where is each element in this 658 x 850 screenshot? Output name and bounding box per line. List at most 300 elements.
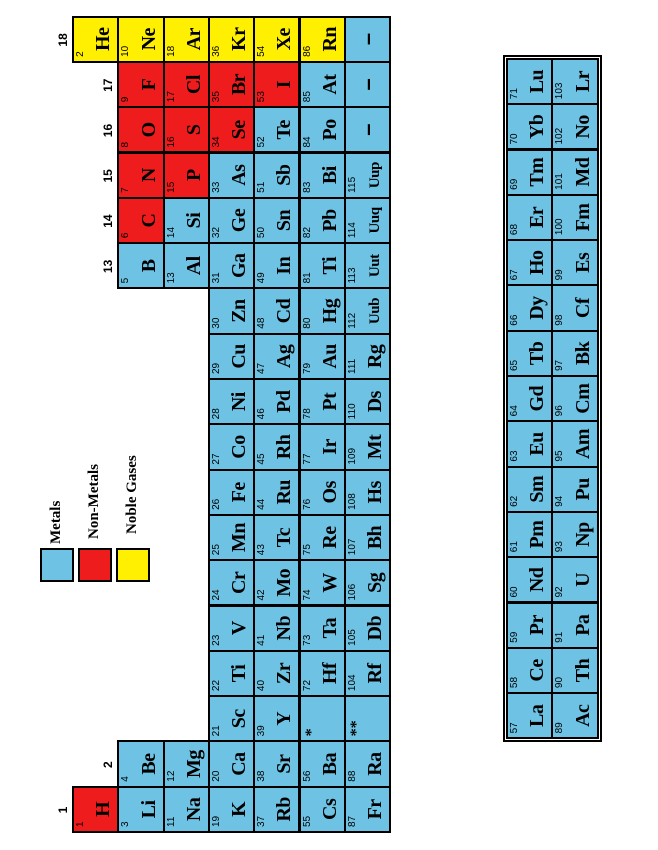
- element-symbol: Pb: [318, 209, 341, 232]
- atomic-number: 10: [120, 45, 132, 57]
- element-cell-es: [551, 239, 598, 286]
- element-cell-empty: [344, 16, 391, 63]
- atomic-number: 74: [301, 589, 313, 601]
- element-symbol: Pu: [571, 478, 594, 501]
- atomic-number: 21: [210, 725, 222, 737]
- element-cell-sb: [253, 152, 300, 199]
- atomic-number: 92: [554, 586, 566, 598]
- element-symbol: Sm: [526, 475, 549, 503]
- group-label: 16: [101, 123, 116, 138]
- atomic-number: 24: [210, 589, 222, 601]
- element-cell-n: [117, 152, 164, 199]
- element-symbol: Ti: [318, 256, 341, 275]
- element-symbol: Hf: [318, 662, 341, 685]
- element-cell-cf: [551, 284, 598, 331]
- element-cell-lu: [506, 58, 553, 105]
- element-symbol: As: [228, 164, 251, 186]
- element-symbol: Bh: [364, 525, 387, 550]
- element-cell-na: [163, 786, 210, 833]
- atomic-number: 106: [346, 583, 358, 601]
- element-symbol: Np: [571, 522, 594, 547]
- element-cell-ds: [344, 378, 391, 425]
- element-cell-bk: [551, 330, 598, 377]
- element-symbol: Ds: [364, 391, 387, 413]
- element-cell-o: [117, 106, 164, 153]
- element-symbol: Fm: [571, 203, 594, 232]
- element-symbol: F: [137, 78, 160, 91]
- atomic-number: 95: [554, 450, 566, 462]
- atomic-number: 47: [256, 362, 268, 374]
- element-symbol: Pm: [526, 520, 549, 549]
- element-symbol: Hg: [318, 298, 341, 324]
- atomic-number: 100: [554, 218, 566, 236]
- legend-label-metal: Metals: [48, 500, 64, 544]
- element-symbol: Dy: [526, 296, 549, 320]
- atomic-number: 3: [120, 821, 132, 827]
- element-cell-fm: [551, 194, 598, 241]
- atomic-number: 16: [165, 136, 177, 148]
- element-cell-uut: [344, 242, 391, 289]
- element-symbol: U: [571, 572, 594, 587]
- atomic-number: 41: [256, 634, 268, 646]
- element-cell-empty: [344, 61, 391, 108]
- element-symbol: Sg: [364, 572, 387, 593]
- element-cell-ge: [208, 197, 255, 244]
- element-cell-b: [117, 242, 164, 289]
- element-symbol: Gd: [526, 385, 549, 412]
- element-cell-at: [299, 61, 346, 108]
- element-cell-rh: [253, 423, 300, 470]
- element-cell-v: [208, 605, 255, 652]
- element-symbol: Tc: [273, 527, 296, 548]
- element-cell-rg: [344, 333, 391, 380]
- atomic-number: 14: [165, 226, 177, 239]
- element-cell-h: [72, 786, 119, 833]
- atomic-number: 61: [509, 541, 520, 553]
- element-symbol: Yb: [526, 114, 549, 140]
- element-symbol: Fr: [364, 799, 387, 820]
- atomic-number: 112: [346, 312, 358, 329]
- element-symbol: Fe: [228, 482, 251, 503]
- atomic-number: 84: [301, 136, 313, 148]
- element-cell-tc: [253, 514, 300, 561]
- atomic-number: 114: [346, 222, 358, 239]
- atomic-number: 38: [256, 770, 268, 782]
- element-cell-y: [253, 695, 300, 742]
- group-label: 13: [101, 259, 116, 274]
- element-cell-uup: [344, 152, 391, 199]
- element-cell-kr: [208, 16, 255, 63]
- element-cell-au: [299, 333, 346, 380]
- element-symbol: Es: [571, 252, 594, 273]
- atomic-number: 13: [165, 272, 177, 284]
- atomic-number: 42: [256, 589, 268, 601]
- atomic-number: 1: [75, 821, 86, 827]
- atomic-number: 108: [346, 493, 358, 510]
- atomic-number: 75: [301, 544, 313, 556]
- element-cell-fe: [208, 469, 255, 516]
- element-symbol: Sc: [228, 709, 251, 729]
- element-cell-br: [208, 61, 255, 108]
- atomic-number: 17: [165, 91, 177, 103]
- element-symbol: Mg: [182, 750, 205, 778]
- element-symbol: I: [273, 80, 296, 89]
- element-cell-ir: [299, 423, 346, 470]
- element-symbol: No: [571, 115, 594, 139]
- element-symbol: Rf: [364, 663, 387, 684]
- atomic-number: 58: [509, 676, 520, 689]
- atomic-number: 31: [210, 272, 222, 284]
- atomic-number: 32: [210, 226, 222, 239]
- atomic-number: 76: [301, 498, 313, 510]
- atomic-number: 65: [509, 359, 520, 371]
- atomic-number: 98: [554, 314, 566, 326]
- group-label: 2: [101, 761, 116, 769]
- element-symbol: W: [318, 573, 341, 593]
- atomic-number: 19: [210, 815, 222, 827]
- element-cell-ru: [253, 469, 300, 516]
- lanthanides-marker: *: [302, 728, 320, 737]
- atomic-number: 45: [256, 453, 268, 465]
- atomic-number: 115: [346, 176, 358, 193]
- atomic-number: 22: [210, 679, 222, 692]
- element-cell-hf: [299, 650, 346, 697]
- element-symbol: Xe: [273, 28, 296, 51]
- element-cell-co: [208, 423, 255, 470]
- element-symbol: Os: [318, 481, 341, 504]
- element-cell-no: [551, 103, 598, 150]
- element-cell-md: [551, 149, 598, 196]
- element-cell-pr: [506, 602, 553, 649]
- element-symbol: Co: [228, 435, 251, 459]
- legend-swatch-noble: [116, 548, 150, 582]
- atomic-number: 11: [165, 816, 177, 827]
- atomic-number: 96: [554, 405, 566, 417]
- atomic-number: 7: [120, 187, 132, 193]
- element-cell-dy: [506, 284, 553, 331]
- atomic-number: 91: [554, 631, 566, 643]
- element-cell-er: [506, 194, 553, 241]
- element-symbol: Ac: [571, 704, 594, 727]
- atomic-number: 33: [210, 181, 222, 193]
- element-symbol: La: [526, 704, 549, 727]
- element-symbol: Ti: [228, 664, 251, 683]
- element-symbol: Uuq: [367, 207, 384, 234]
- element-cell-f: [117, 61, 164, 108]
- element-symbol: Mo: [273, 568, 296, 597]
- atomic-number: 111: [346, 358, 358, 374]
- element-cell-rf: [344, 650, 391, 697]
- atomic-number: 94: [554, 495, 566, 507]
- atomic-number: 20: [210, 770, 222, 782]
- atomic-number: 107: [346, 538, 358, 556]
- atomic-number: 34: [210, 136, 222, 148]
- element-symbol: Cl: [182, 75, 205, 95]
- element-cell-gd: [506, 375, 553, 422]
- atomic-number: 27: [210, 453, 222, 465]
- element-symbol: –: [355, 78, 381, 91]
- atomic-number: 103: [554, 82, 566, 100]
- element-cell-te: [253, 106, 300, 153]
- atomic-number: 71: [509, 88, 520, 100]
- element-cell-rn: [299, 16, 346, 63]
- element-symbol: At: [318, 74, 341, 95]
- element-cell-pm: [506, 511, 553, 558]
- element-symbol: Ba: [318, 752, 341, 776]
- element-cell-ta: [299, 605, 346, 652]
- element-cell-cm: [551, 375, 598, 422]
- element-cell-cu: [208, 333, 255, 380]
- atomic-number: 83: [301, 181, 313, 193]
- element-cell-rb: [253, 786, 300, 833]
- atomic-number: 89: [554, 722, 566, 734]
- atomic-number: 90: [554, 676, 566, 689]
- element-symbol: O: [137, 122, 160, 138]
- atomic-number: 64: [509, 405, 520, 417]
- atomic-number: 28: [210, 408, 222, 420]
- element-cell-uuq: [344, 197, 391, 244]
- element-symbol: Zn: [228, 299, 251, 323]
- element-cell-sr: [253, 740, 300, 787]
- atomic-number: 66: [509, 314, 520, 326]
- element-cell-sg: [344, 559, 391, 606]
- atomic-number: 15: [165, 181, 177, 193]
- element-symbol: Pa: [571, 614, 594, 636]
- atomic-number: 105: [346, 629, 358, 646]
- atomic-number: 55: [301, 815, 313, 827]
- element-symbol: Uut: [367, 254, 384, 278]
- atomic-number: 101: [554, 173, 566, 190]
- element-cell-ra: [344, 740, 391, 787]
- atomic-number: 52: [256, 136, 268, 148]
- atomic-number: 97: [554, 359, 566, 371]
- element-cell-ho: [506, 239, 553, 286]
- element-symbol: Ir: [318, 439, 341, 455]
- atomic-number: 93: [554, 541, 566, 553]
- element-cell-as: [208, 152, 255, 199]
- element-cell-bi: [299, 152, 346, 199]
- element-cell-eu: [506, 420, 553, 467]
- element-cell-cs: [299, 786, 346, 833]
- element-cell-ce: [506, 647, 553, 694]
- legend-label-noble: Noble Gases: [124, 455, 140, 534]
- element-cell-ag: [253, 333, 300, 380]
- element-cell-ni: [208, 378, 255, 425]
- element-symbol: Sb: [273, 164, 296, 186]
- atomic-number: 69: [509, 178, 520, 190]
- element-symbol: Y: [273, 711, 296, 726]
- element-cell-li: [117, 786, 164, 833]
- atomic-number: 59: [509, 631, 520, 643]
- element-cell-mg: [163, 740, 210, 787]
- element-symbol: Am: [571, 428, 594, 460]
- atomic-number: 60: [509, 586, 520, 598]
- atomic-number: 72: [301, 679, 313, 692]
- atomic-number: 50: [256, 226, 268, 239]
- element-symbol: Pr: [526, 615, 549, 636]
- element-cell-po: [299, 106, 346, 153]
- atomic-number: 73: [301, 634, 313, 646]
- element-cell-cd: [253, 287, 300, 334]
- element-cell-pb: [299, 197, 346, 244]
- element-cell-os: [299, 469, 346, 516]
- atomic-number: 63: [509, 450, 520, 462]
- element-cell-xe: [253, 16, 300, 63]
- atomic-number: 102: [554, 127, 566, 145]
- element-cell-ti: [299, 242, 346, 289]
- element-symbol: Si: [182, 212, 205, 229]
- element-symbol: Md: [571, 157, 594, 187]
- element-symbol: Rh: [273, 434, 296, 460]
- element-symbol: Rg: [364, 344, 387, 369]
- element-cell-zn: [208, 287, 255, 334]
- element-symbol: He: [92, 27, 115, 51]
- element-symbol: Ga: [228, 253, 251, 279]
- atomic-number: 80: [301, 317, 313, 329]
- element-symbol: Uup: [367, 162, 384, 189]
- element-cell-ca: [208, 740, 255, 787]
- element-symbol: Ce: [526, 659, 549, 682]
- element-cell-pd: [253, 378, 300, 425]
- atomic-number: 37: [256, 815, 268, 827]
- element-cell-yb: [506, 103, 553, 150]
- atomic-number: 68: [509, 223, 520, 236]
- element-symbol: Db: [364, 615, 387, 641]
- atomic-number: 57: [509, 722, 520, 734]
- element-symbol: H: [92, 801, 115, 817]
- element-symbol: Ne: [137, 28, 160, 51]
- element-symbol: In: [273, 256, 296, 275]
- atomic-number: 67: [509, 269, 520, 281]
- atomic-number: 5: [120, 277, 132, 284]
- element-symbol: Ho: [526, 250, 549, 276]
- group-label: 15: [101, 169, 116, 183]
- element-symbol: Tm: [526, 157, 549, 187]
- atomic-number: 6: [120, 232, 132, 239]
- legend-swatch-nonmetal: [78, 548, 112, 582]
- element-symbol: Po: [318, 119, 341, 141]
- element-symbol: Au: [318, 344, 341, 369]
- element-cell-tm: [506, 149, 553, 196]
- atomic-number: 88: [346, 770, 358, 782]
- element-cell-p: [163, 152, 210, 199]
- element-cell-lr: [551, 58, 598, 105]
- element-cell-i: [253, 61, 300, 108]
- element-symbol: Ca: [228, 752, 251, 776]
- element-symbol: Cs: [318, 798, 341, 820]
- element-symbol: Nd: [526, 567, 549, 593]
- element-cell-sm: [506, 466, 553, 513]
- element-symbol: Ge: [228, 208, 251, 233]
- atomic-number: 104: [346, 674, 358, 692]
- atomic-number: 40: [256, 679, 268, 692]
- atomic-number: 110: [346, 403, 358, 420]
- atomic-number: 49: [256, 272, 268, 284]
- element-symbol: Cm: [571, 383, 594, 414]
- element-symbol: Bk: [571, 341, 594, 366]
- element-symbol: Ag: [273, 344, 296, 369]
- group-label: 17: [101, 78, 116, 92]
- element-cell-tb: [506, 330, 553, 377]
- element-symbol: –: [355, 33, 381, 46]
- element-cell-hs: [344, 469, 391, 516]
- element-symbol: Sr: [273, 754, 296, 774]
- element-cell-mo: [253, 559, 300, 606]
- element-symbol: Mn: [228, 523, 251, 553]
- lanthanides-placeholder-cell: [299, 695, 346, 742]
- element-symbol: Cd: [273, 298, 296, 324]
- actinides-marker: **: [347, 720, 365, 737]
- atomic-number: 53: [256, 91, 268, 103]
- element-cell-cr: [208, 559, 255, 606]
- atomic-number: 30: [210, 317, 222, 329]
- element-symbol: Ra: [364, 752, 387, 776]
- element-symbol: Rn: [318, 26, 341, 52]
- element-symbol: Se: [228, 120, 251, 140]
- element-cell-in: [253, 242, 300, 289]
- element-symbol: Al: [182, 256, 205, 276]
- atomic-number: 87: [346, 815, 358, 827]
- actinides-placeholder-cell: [344, 695, 391, 742]
- element-cell-s: [163, 106, 210, 153]
- element-cell-am: [551, 420, 598, 467]
- element-symbol: P: [182, 169, 205, 182]
- element-symbol: Ta: [318, 617, 341, 639]
- element-cell-mt: [344, 423, 391, 470]
- atomic-number: 4: [120, 776, 132, 782]
- element-cell-th: [551, 647, 598, 694]
- element-symbol: Rb: [273, 797, 296, 822]
- element-cell-ti: [208, 650, 255, 697]
- atomic-number: 99: [554, 269, 566, 281]
- element-symbol: Ru: [273, 479, 296, 505]
- atomic-number: 44: [256, 498, 268, 510]
- element-symbol: S: [182, 124, 205, 136]
- element-cell-nd: [506, 556, 553, 603]
- element-symbol: Pd: [273, 390, 296, 413]
- atomic-number: 18: [165, 45, 177, 57]
- element-symbol: Hs: [364, 481, 387, 504]
- element-symbol: Be: [137, 753, 160, 775]
- legend-swatch-metal: [40, 548, 74, 582]
- atomic-number: 51: [256, 181, 268, 193]
- element-cell-mn: [208, 514, 255, 561]
- atomic-number: 46: [256, 408, 268, 420]
- element-cell-pt: [299, 378, 346, 425]
- atomic-number: 36: [210, 45, 222, 57]
- atomic-number: 26: [210, 498, 222, 510]
- atomic-number: 9: [120, 96, 132, 103]
- atomic-number: 39: [256, 725, 268, 737]
- element-cell-he: [72, 16, 119, 63]
- element-symbol: Te: [273, 120, 296, 140]
- element-symbol: V: [228, 621, 251, 636]
- atomic-number: 56: [301, 770, 313, 782]
- element-cell-cl: [163, 61, 210, 108]
- element-cell-re: [299, 514, 346, 561]
- element-symbol: Br: [228, 73, 251, 96]
- group-label: 14: [101, 214, 116, 228]
- element-symbol: Kr: [228, 27, 251, 51]
- element-cell-empty: [344, 106, 391, 153]
- element-cell-hg: [299, 287, 346, 334]
- element-cell-bh: [344, 514, 391, 561]
- element-cell-ar: [163, 16, 210, 63]
- element-cell-ba: [299, 740, 346, 787]
- atomic-number: 25: [210, 544, 222, 556]
- atomic-number: 12: [165, 770, 177, 782]
- element-cell-al: [163, 242, 210, 289]
